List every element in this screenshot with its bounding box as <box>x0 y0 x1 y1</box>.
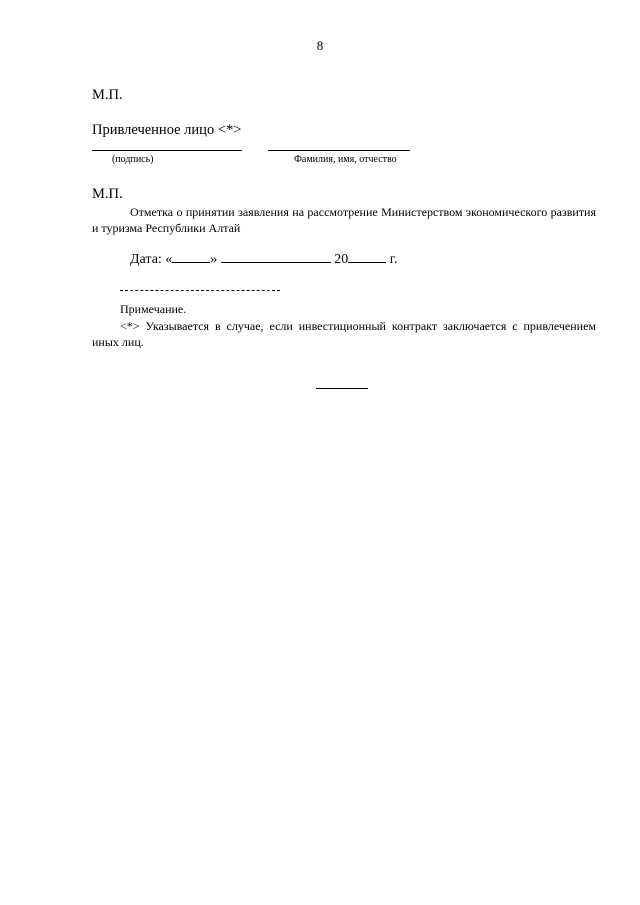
stamp-place-label-2: М.П. <box>92 186 123 202</box>
date-label: Дата: « <box>130 252 173 267</box>
year-prefix: 20 <box>334 252 349 267</box>
footnote-separator <box>120 290 280 291</box>
date-row <box>130 250 397 268</box>
footnote-text: <*> Указывается в случае, если инвестиционный контракт заключается с привлечением иных лиц. <box>92 319 596 349</box>
date-quote-close: » <box>210 252 218 267</box>
note-title: Примечание. <box>120 302 187 316</box>
month-blank <box>221 250 331 263</box>
end-rule <box>316 388 368 389</box>
involved-person-label: Привлеченное лицо <*> <box>92 122 242 138</box>
day-blank <box>172 250 210 263</box>
year-suffix: г. <box>389 252 398 267</box>
signature-caption: (подпись) <box>112 154 154 165</box>
signature-line <box>92 150 242 151</box>
full-name-caption: Фамилия, имя, отчество <box>294 154 397 165</box>
year-blank <box>348 250 386 263</box>
stamp-place-label: М.П. <box>92 87 123 103</box>
page-number: 8 <box>316 38 324 53</box>
acceptance-mark-text: Отметка о принятии заявления на рассмотрение Министерством экономического развития и туризма Республики Алтай <box>92 205 596 235</box>
full-name-line <box>268 150 410 151</box>
